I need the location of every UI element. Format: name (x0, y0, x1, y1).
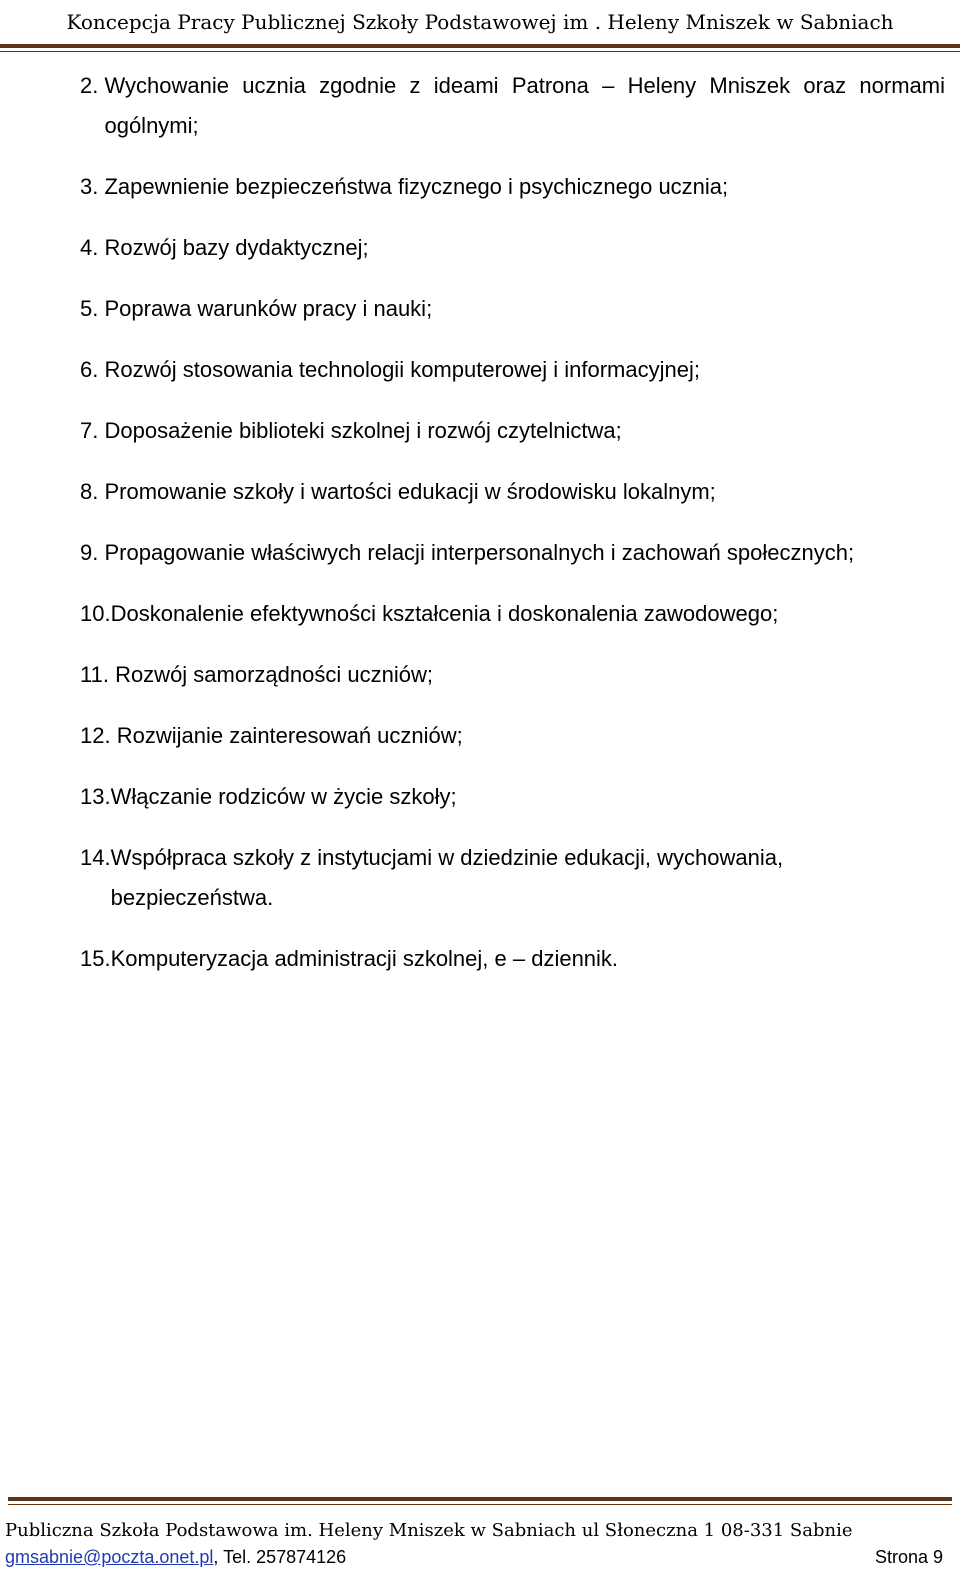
footer-address: Publiczna Szkoła Podstawowa im. Heleny Mniszek w Sabniach ul Słoneczna 1 08-331 Sabnie (5, 1520, 853, 1541)
list-item-text: Doposażenie biblioteki szkolnej i rozwój czytelnictwa; (104, 418, 622, 443)
list-item-text: Komputeryzacja administracji szkolnej, e – dziennik. (110, 946, 619, 971)
list-item-text: Zapewnienie bezpieczeństwa fizycznego i psychicznego ucznia; (104, 174, 729, 199)
list-item-number: 10. (80, 601, 111, 626)
footer-contact-line (0, 1543, 960, 1569)
list-item-number: 2. (80, 73, 105, 98)
footer-address-line (0, 1505, 960, 1543)
list-item-number: 5. (80, 296, 105, 321)
footer-phone: , Tel. 257874126 (213, 1547, 347, 1567)
list-item-number: 15. (80, 946, 111, 971)
list-item-number: 12. (80, 723, 117, 748)
list-item (80, 838, 945, 918)
list-item-number: 7. (80, 418, 105, 443)
footer-contact (5, 1545, 346, 1569)
list-item (80, 228, 945, 268)
list-item (80, 66, 945, 146)
list-item (80, 411, 945, 451)
email-link[interactable]: gmsabnie@poczta.onet.pl (5, 1547, 214, 1567)
list-item-number: 4. (80, 235, 105, 260)
list-item-text: Rozwój bazy dydaktycznej; (104, 235, 369, 260)
page-header (0, 0, 960, 48)
list-item (80, 350, 945, 390)
list-item-text: Propagowanie właściwych relacji interpersonalnych i zachowań społecznych; (104, 540, 855, 565)
list-item (80, 777, 945, 817)
list-item-text: Poprawa warunków pracy i nauki; (104, 296, 433, 321)
list-item (80, 533, 945, 573)
list-item-text: Promowanie szkoły i wartości edukacji w środowisku lokalnym; (104, 479, 716, 504)
list-item (80, 167, 945, 207)
list-item-number: 14. (80, 845, 111, 870)
page-footer (0, 1497, 960, 1569)
list-item-number: 3. (80, 174, 105, 199)
list-item (80, 594, 945, 634)
list-item-text: Rozwijanie zainteresowań uczniów; (116, 723, 463, 748)
list-item-text: Wychowanie ucznia zgodnie z ideami Patrona – Heleny Mniszek oraz normami ogólnymi; (104, 73, 945, 138)
list-item (80, 472, 945, 512)
list-item (80, 289, 945, 329)
list-item-text: Współpraca szkoły z instytucjami w dziedzinie edukacji, wychowania, bezpieczeństwa. (110, 845, 784, 910)
list-item-number: 11. (80, 662, 116, 687)
goals-list (80, 66, 945, 1000)
list-item-text: Rozwój samorządności uczniów; (115, 662, 433, 687)
header-title: Koncepcja Pracy Publicznej Szkoły Podstawowej im . Heleny Mniszek w Sabniach (66, 10, 894, 34)
list-item-number: 13. (80, 784, 111, 809)
list-item-text: Włączanie rodziców w życie szkoły; (110, 784, 457, 809)
list-item-text: Doskonalenie efektywności kształcenia i doskonalenia zawodowego; (110, 601, 779, 626)
page-number: Strona 9 (874, 1547, 943, 1567)
list-item-number: 9. (80, 540, 105, 565)
list-item-number: 8. (80, 479, 105, 504)
list-item (80, 939, 945, 979)
list-item-number: 6. (80, 357, 105, 382)
list-item (80, 716, 945, 756)
footer-divider (8, 1497, 952, 1501)
list-item (80, 655, 945, 695)
list-item-text: Rozwój stosowania technologii komputerowej i informacyjnej; (104, 357, 700, 382)
